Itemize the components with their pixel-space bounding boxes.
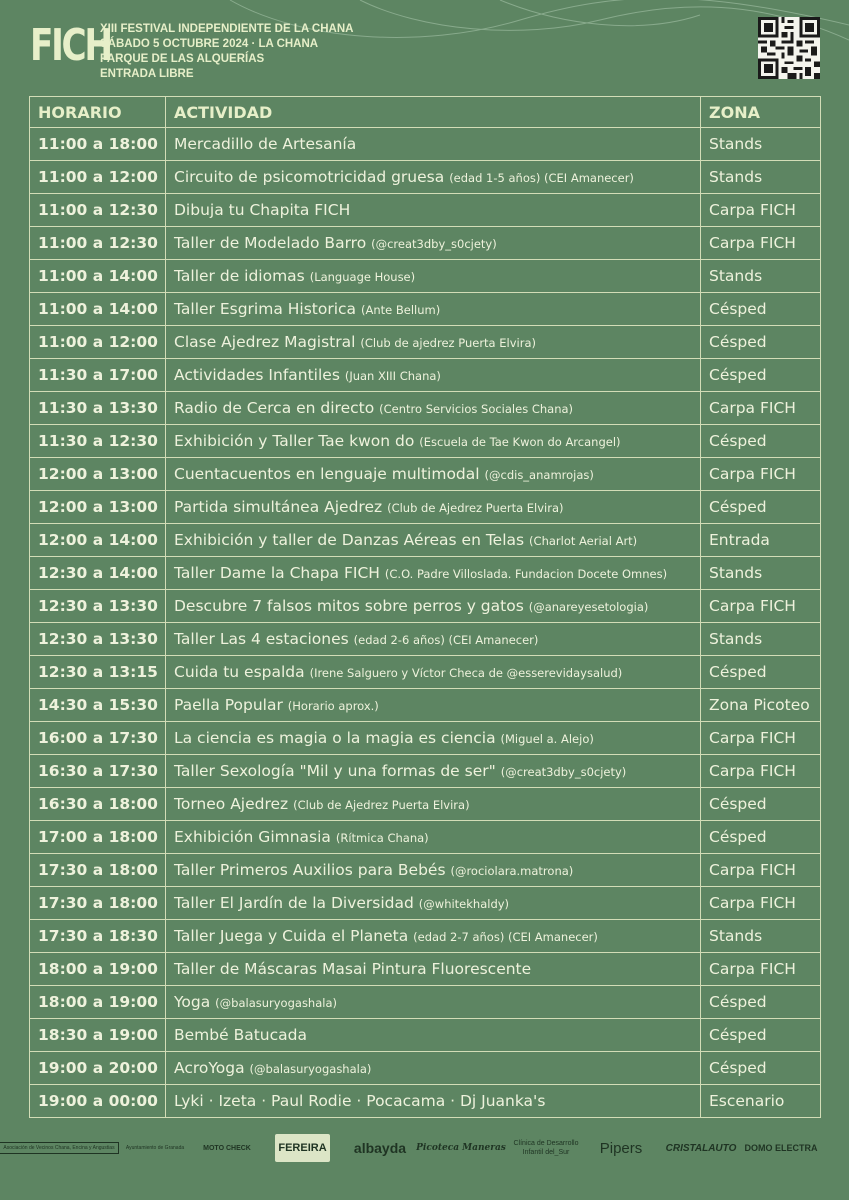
- row-activity-cell: [166, 128, 701, 161]
- row-activity: Taller de idiomas: [174, 267, 305, 285]
- row-zone: Césped: [701, 788, 821, 821]
- festival-location: PARQUE DE LAS ALQUERÍAS: [100, 53, 265, 65]
- row-zone: Carpa FICH: [701, 953, 821, 986]
- sponsor-asociacion-vecinos: Asociación de Vecinos Chana, Encina y Angustias: [30, 1128, 88, 1168]
- table-row: [30, 194, 821, 227]
- table-row: [30, 854, 821, 887]
- row-activity: Taller Sexología "Mil y una formas de ser": [174, 762, 496, 780]
- row-time: 18:00 a 19:00: [30, 953, 166, 986]
- row-activity-note: (@balasuryogashala): [249, 1062, 372, 1076]
- row-activity-note: (Miguel a. Alejo): [500, 732, 594, 746]
- row-zone: Entrada: [701, 524, 821, 557]
- row-zone: Césped: [701, 425, 821, 458]
- row-time: 12:30 a 13:15: [30, 656, 166, 689]
- table-row: [30, 491, 821, 524]
- row-time: 12:00 a 14:00: [30, 524, 166, 557]
- row-zone: Carpa FICH: [701, 392, 821, 425]
- row-zone: Césped: [701, 1052, 821, 1085]
- sponsor-clinica: Clínica de Desarrollo Infantil del_Sur: [513, 1140, 579, 1156]
- row-activity-cell: [166, 194, 701, 227]
- row-time: 19:00 a 00:00: [30, 1085, 166, 1118]
- row-activity-cell: [166, 920, 701, 953]
- row-zone: Carpa FICH: [701, 194, 821, 227]
- table-row: [30, 524, 821, 557]
- row-activity: Taller Las 4 estaciones: [174, 630, 349, 648]
- table-row: [30, 425, 821, 458]
- row-activity-cell: [166, 326, 701, 359]
- row-activity-cell: [166, 359, 701, 392]
- row-activity: Circuito de psicomotricidad gruesa: [174, 168, 445, 186]
- row-activity: Torneo Ajedrez: [174, 795, 289, 813]
- row-time: 18:00 a 19:00: [30, 986, 166, 1019]
- row-activity-cell: [166, 656, 701, 689]
- sponsor-cristalauto: CRISTALAUTO: [665, 1142, 737, 1154]
- festival-date: SÁBADO 5 OCTUBRE 2024 · LA CHANA: [100, 38, 319, 50]
- row-activity: La ciencia es magia o la magia es ciencia: [174, 729, 496, 747]
- row-time: 18:30 a 19:00: [30, 1019, 166, 1052]
- row-activity: Taller Primeros Auxilios para Bebés: [174, 861, 446, 879]
- row-activity-cell: [166, 161, 701, 194]
- row-activity: Partida simultánea Ajedrez: [174, 498, 383, 516]
- row-activity-note: (edad 2-7 años) (CEI Amanecer): [413, 930, 598, 944]
- row-activity: Cuida tu espalda: [174, 663, 305, 681]
- row-activity: Exhibición y taller de Danzas Aéreas en Telas: [174, 531, 525, 549]
- row-time: 14:30 a 15:30: [30, 689, 166, 722]
- row-time: 17:00 a 18:00: [30, 821, 166, 854]
- row-activity-note: (Horario aprox.): [287, 699, 379, 713]
- table-row: [30, 953, 821, 986]
- row-activity-cell: [166, 458, 701, 491]
- row-time: 12:30 a 14:00: [30, 557, 166, 590]
- row-activity: Mercadillo de Artesanía: [174, 135, 357, 153]
- row-activity-note: (edad 2-6 años) (CEI Amanecer): [353, 633, 539, 647]
- row-zone: Zona Picoteo: [701, 689, 821, 722]
- row-zone: Stands: [701, 128, 821, 161]
- row-time: 11:30 a 12:30: [30, 425, 166, 458]
- row-activity-note: (Ante Bellum): [361, 303, 441, 317]
- row-zone: Carpa FICH: [701, 590, 821, 623]
- row-activity-note: (@balasuryogashala): [215, 996, 337, 1010]
- row-activity-cell: [166, 788, 701, 821]
- row-time: 11:30 a 17:00: [30, 359, 166, 392]
- row-activity-note: (Centro Servicios Sociales Chana): [379, 402, 574, 416]
- row-activity: Clase Ajedrez Magistral: [174, 333, 356, 351]
- row-activity: Actividades Infantiles: [174, 366, 340, 384]
- table-row: [30, 788, 821, 821]
- table-row: [30, 986, 821, 1019]
- row-zone: Stands: [701, 161, 821, 194]
- table-row: [30, 623, 821, 656]
- table-row: [30, 887, 821, 920]
- row-time: 11:00 a 12:00: [30, 326, 166, 359]
- header-zona: ZONA: [701, 97, 821, 128]
- row-time: 16:00 a 17:30: [30, 722, 166, 755]
- row-activity: Radio de Cerca en directo: [174, 399, 375, 417]
- table-row: [30, 656, 821, 689]
- row-activity-cell: [166, 524, 701, 557]
- row-time: 11:00 a 18:00: [30, 128, 166, 161]
- row-activity: Taller de Modelado Barro: [174, 234, 367, 252]
- row-activity: AcroYoga: [174, 1059, 245, 1077]
- row-activity-cell: [166, 689, 701, 722]
- row-activity-note: (@rociolara.matrona): [450, 864, 574, 878]
- table-row: [30, 557, 821, 590]
- sponsor-moto-check: MOTO CHECK: [203, 1144, 251, 1152]
- row-activity-note: (@creat3dby_s0cjety): [371, 237, 497, 251]
- row-activity: Bembé Batucada: [174, 1026, 307, 1044]
- row-zone: Carpa FICH: [701, 458, 821, 491]
- row-time: 11:00 a 14:00: [30, 260, 166, 293]
- row-zone: Césped: [701, 326, 821, 359]
- row-activity-note: (Club de Ajedrez Puerta Elvira): [293, 798, 470, 812]
- row-activity-cell: [166, 887, 701, 920]
- row-zone: Carpa FICH: [701, 755, 821, 788]
- row-activity: Exhibición y Taller Tae kwon do: [174, 432, 415, 450]
- header-actividad: ACTIVIDAD: [166, 97, 701, 128]
- table-row: [30, 227, 821, 260]
- row-zone: Stands: [701, 557, 821, 590]
- row-zone: Césped: [701, 656, 821, 689]
- row-activity-cell: [166, 755, 701, 788]
- row-activity-cell: [166, 1019, 701, 1052]
- row-time: 12:00 a 13:00: [30, 458, 166, 491]
- sponsor-logos: [3, 1128, 820, 1168]
- table-row: [30, 293, 821, 326]
- row-activity-cell: [166, 722, 701, 755]
- fich-logo: FICH: [30, 20, 111, 71]
- qr-code-icon[interactable]: [758, 17, 820, 79]
- row-activity-note: (Charlot Aerial Art): [529, 534, 638, 548]
- row-time: 16:30 a 17:30: [30, 755, 166, 788]
- row-zone: Césped: [701, 821, 821, 854]
- row-activity-cell: [166, 1052, 701, 1085]
- row-time: 12:30 a 13:30: [30, 623, 166, 656]
- row-activity-note: (@anareyesetologia): [528, 600, 649, 614]
- row-zone: Carpa FICH: [701, 227, 821, 260]
- row-time: 12:30 a 13:30: [30, 590, 166, 623]
- row-activity-note: (Irene Salguero y Víctor Checa de @esserevidaysalud): [309, 666, 623, 680]
- row-activity: Descubre 7 falsos mitos sobre perros y gatos: [174, 597, 524, 615]
- row-time: 11:00 a 14:00: [30, 293, 166, 326]
- row-activity-cell: [166, 590, 701, 623]
- row-activity-note: (Language House): [309, 270, 416, 284]
- row-activity: Cuentacuentos en lenguaje multimodal: [174, 465, 480, 483]
- row-activity-cell: [166, 821, 701, 854]
- row-activity-note: (edad 1-5 años) (CEI Amanecer): [449, 171, 634, 185]
- table-row: [30, 1085, 821, 1118]
- row-activity-cell: [166, 425, 701, 458]
- table-row: [30, 920, 821, 953]
- row-activity: Dibuja tu Chapita FICH: [174, 201, 351, 219]
- row-activity-cell: [166, 491, 701, 524]
- row-activity: Yoga: [174, 993, 211, 1011]
- row-activity: Exhibición Gimnasia: [174, 828, 331, 846]
- row-activity: Taller Esgrima Historica: [174, 300, 357, 318]
- row-activity: Taller Dame la Chapa FICH: [174, 564, 380, 582]
- row-activity-cell: [166, 392, 701, 425]
- table-row: [30, 722, 821, 755]
- row-zone: Césped: [701, 491, 821, 524]
- row-activity-cell: [166, 557, 701, 590]
- row-activity-cell: [166, 854, 701, 887]
- row-activity-note: (@whitekhaldy): [418, 897, 510, 911]
- table-row: [30, 821, 821, 854]
- row-activity-note: (@creat3dby_s0cjety): [500, 765, 627, 779]
- row-time: 17:30 a 18:00: [30, 887, 166, 920]
- row-activity-note: (Escuela de Tae Kwon do Arcangel): [419, 435, 621, 449]
- row-activity-note: (Juan XIII Chana): [344, 369, 441, 383]
- row-activity-cell: [166, 623, 701, 656]
- table-row: [30, 392, 821, 425]
- sponsor-picoteca: Picoteca Maneras: [416, 1143, 506, 1153]
- row-zone: Stands: [701, 260, 821, 293]
- row-zone: Césped: [701, 1019, 821, 1052]
- schedule-table: [29, 96, 821, 1118]
- row-zone: Césped: [701, 359, 821, 392]
- row-activity-cell: [166, 953, 701, 986]
- row-time: 11:00 a 12:00: [30, 161, 166, 194]
- sponsor-fereira: FEREIRA: [275, 1134, 330, 1162]
- row-activity: Taller de Máscaras Masai Pintura Fluorescente: [174, 960, 532, 978]
- festival-entry: ENTRADA LIBRE: [100, 68, 194, 80]
- row-activity-note: (Club de Ajedrez Puerta Elvira): [387, 501, 564, 515]
- table-row: [30, 590, 821, 623]
- row-time: 16:30 a 18:00: [30, 788, 166, 821]
- table-row: [30, 128, 821, 161]
- row-time: 11:30 a 13:30: [30, 392, 166, 425]
- row-activity-note: (C.O. Padre Villoslada. Fundacion Docete Omnes): [384, 567, 668, 581]
- row-activity-cell: [166, 293, 701, 326]
- row-zone: Césped: [701, 293, 821, 326]
- table-row: [30, 458, 821, 491]
- row-zone: Césped: [701, 986, 821, 1019]
- row-time: 19:00 a 20:00: [30, 1052, 166, 1085]
- row-activity: Paella Popular: [174, 696, 283, 714]
- table-row: [30, 755, 821, 788]
- row-activity: Taller Juega y Cuida el Planeta: [174, 927, 409, 945]
- sponsor-domo-electra: DOMO ELECTRA: [744, 1143, 818, 1153]
- row-time: 17:30 a 18:00: [30, 854, 166, 887]
- row-activity-note: (Rítmica Chana): [335, 831, 429, 845]
- table-row: [30, 1052, 821, 1085]
- row-activity-cell: [166, 227, 701, 260]
- table-row: [30, 689, 821, 722]
- row-zone: Carpa FICH: [701, 722, 821, 755]
- row-activity-cell: [166, 986, 701, 1019]
- row-time: 11:00 a 12:30: [30, 227, 166, 260]
- row-activity: Lyki · Izeta · Paul Rodie · Pocacama · Dj Juanka's: [174, 1092, 546, 1110]
- festival-title: XIII FESTIVAL INDEPENDIENTE DE LA CHANA: [100, 23, 354, 35]
- row-activity-note: (@cdis_anamrojas): [484, 468, 594, 482]
- row-time: 11:00 a 12:30: [30, 194, 166, 227]
- row-activity-cell: [166, 260, 701, 293]
- table-row: [30, 161, 821, 194]
- row-time: 17:30 a 18:30: [30, 920, 166, 953]
- header-horario: HORARIO: [30, 97, 166, 128]
- row-zone: Carpa FICH: [701, 854, 821, 887]
- table-row: [30, 359, 821, 392]
- row-time: 12:00 a 13:00: [30, 491, 166, 524]
- row-zone: Stands: [701, 920, 821, 953]
- row-zone: Stands: [701, 623, 821, 656]
- sponsor-pipers: Pipers: [599, 1139, 643, 1157]
- row-activity-cell: [166, 1085, 701, 1118]
- row-activity-note: (Club de ajedrez Puerta Elvira): [360, 336, 536, 350]
- table-row: [30, 326, 821, 359]
- table-row: [30, 1019, 821, 1052]
- row-zone: Escenario: [701, 1085, 821, 1118]
- table-row: [30, 260, 821, 293]
- row-zone: Carpa FICH: [701, 887, 821, 920]
- festival-info: [100, 22, 353, 82]
- table-header-row: [30, 97, 821, 128]
- sponsor-ayuntamiento: Ayuntamiento de Granada: [125, 1145, 185, 1151]
- sponsor-albayda: albayda: [353, 1140, 407, 1156]
- row-activity: Taller El Jardín de la Diversidad: [174, 894, 414, 912]
